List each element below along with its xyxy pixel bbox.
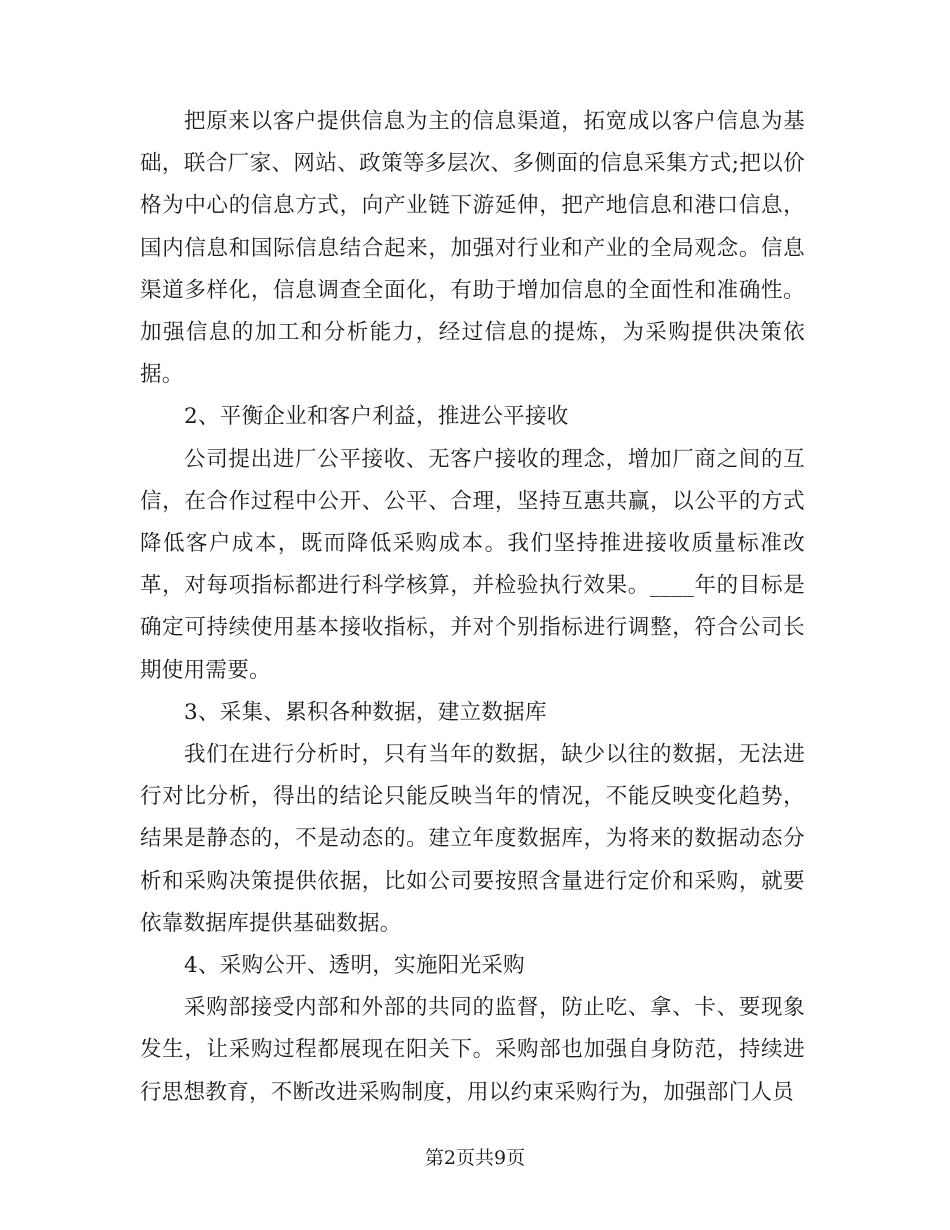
section-heading-3: 3、采集、累积各种数据，建立数据库	[184, 699, 547, 725]
document-body	[140, 101, 805, 1114]
section-heading-2: 2、平衡企业和客户利益，推进公平接收	[184, 404, 569, 430]
paragraph-database: 我们在进行分析时，只有当年的数据，缺少以往的数据，无法进行对比分析，得出的结论只能反映当年的情况，不能反映变化趋势，结果是静态的，不是动态的。建立年度数据库，为将来的数据动态分析和采购决策提供依据，比如公司要按照含量进行定价和采购，就要依靠数据库提供基础数据。	[140, 742, 805, 936]
section-heading-4: 4、采购公开、透明，实施阳光采购	[184, 953, 525, 979]
paragraph-info-channels: 把原来以客户提供信息为主的信息渠道，拓宽成以客户信息为基础，联合厂家、网站、政策等多层次、多侧面的信息采集方式;把以价格为中心的信息方式，向产业链下游延伸，把产地信息和港口信息，国内信息和国际信息结合起来，加强对行业和产业的全局观念。信息渠道多样化，信息调查全面化，有助于增加信息的全面性和准确性。加强信息的加工和分析能力，经过信息的提炼，为采购提供决策依据。	[140, 109, 805, 388]
page-number-footer: 第2页共9页	[424, 1147, 526, 1169]
paragraph-sunshine-procurement: 采购部接受内部和外部的共同的监督，防止吃、拿、卡、要现象发生，让采购过程都展现在阳关下。采购部也加强自身防范，持续进行思想教育，不断改进采购制度，用以约束采购行为，加强部门人员	[140, 995, 805, 1105]
paragraph-fair-receipt: 公司提出进厂公平接收、无客户接收的理念，增加厂商之间的互信，在合作过程中公开、公平、合理，坚持互惠共赢，以公平的方式降低客户成本，既而降低采购成本。我们坚持推进接收质量标准改革，对每项指标都进行科学核算，并检验执行效果。____年的目标是确定可持续使用基本接收指标，并对个别指标进行调整，符合公司长期使用需要。	[140, 446, 805, 683]
